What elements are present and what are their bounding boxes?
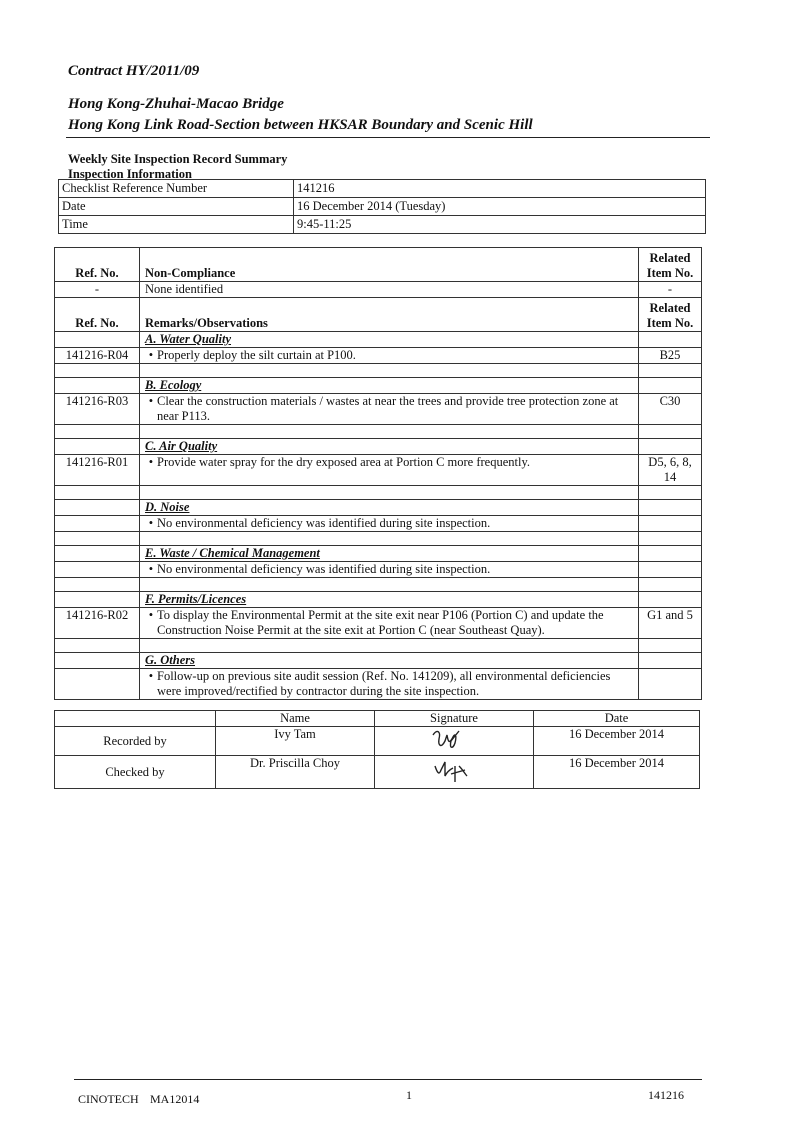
remark-related: B25 [639, 348, 702, 364]
remark-text: To display the Environmental Permit at the site exit near P106 (Portion C) and update the Construction Noise Permit at the site exit at Portion C (near Southeast Quay). [157, 608, 604, 637]
remark-related: C30 [639, 394, 702, 425]
spacer-row [55, 532, 702, 546]
section-title-row [55, 653, 702, 669]
noncompliance-row [55, 282, 702, 298]
section-title: G. Others [140, 653, 639, 669]
remark-ref [55, 562, 140, 578]
remark-text: No environmental deficiency was identified during site inspection. [157, 516, 491, 530]
signature-scribble-icon [419, 727, 489, 751]
signoff-name: Ivy Tam [216, 727, 375, 756]
bullet-icon: • [148, 669, 154, 683]
summary-title: Weekly Site Inspection Record Summary [68, 152, 288, 166]
info-value: 9:45-11:25 [294, 216, 706, 234]
remarks-table [54, 247, 702, 700]
signoff-header-row [55, 711, 700, 727]
section-title: E. Waste / Chemical Management [140, 546, 639, 562]
section-title: D. Noise [140, 500, 639, 516]
remark-ref [55, 516, 140, 532]
info-row [59, 198, 706, 216]
remark-text: Follow-up on previous site audit session (Ref. No. 141209), all environmental deficiencies were improved/rectified by contractor during the site inspection. [157, 669, 611, 698]
remark-text: Properly deploy the silt curtain at P100. [157, 348, 356, 362]
info-row [59, 216, 706, 234]
section-title: Hong Kong Link Road-Section between HKSAR Boundary and Scenic Hill [68, 117, 533, 133]
section-title: B. Ecology [140, 378, 639, 394]
project-title: Hong Kong-Zhuhai-Macao Bridge [68, 96, 284, 112]
bullet-icon: • [148, 562, 154, 576]
footer-company: CINOTECH [78, 1092, 139, 1106]
spacer-row [55, 364, 702, 378]
inspection-info-table [58, 179, 706, 234]
remark-row [55, 394, 702, 425]
signoff-table [54, 710, 700, 789]
section-title-row [55, 546, 702, 562]
bullet-icon: • [148, 516, 154, 530]
info-value: 16 December 2014 (Tuesday) [294, 198, 706, 216]
info-row [59, 180, 706, 198]
info-label: Time [59, 216, 294, 234]
nc-text: None identified [140, 282, 639, 298]
signature-image [375, 756, 534, 789]
remark-text: No environmental deficiency was identified during site inspection. [157, 562, 491, 576]
section-title-row [55, 332, 702, 348]
spacer-row [55, 578, 702, 592]
ref-header: Ref. No. [55, 248, 140, 282]
info-label: Date [59, 198, 294, 216]
section-title-row [55, 592, 702, 608]
date-header: Date [534, 711, 700, 727]
remark-row [55, 562, 702, 578]
spacer-row [55, 486, 702, 500]
section-title-row [55, 378, 702, 394]
signoff-date: 16 December 2014 [534, 756, 700, 789]
signoff-role: Recorded by [55, 727, 216, 756]
section-title: C. Air Quality [140, 439, 639, 455]
nc-related: - [639, 282, 702, 298]
related-header-line2: Item No. [646, 316, 694, 330]
remark-row [55, 348, 702, 364]
footer-doc-code: MA12014 [150, 1092, 200, 1106]
related-header-line1: Related [649, 301, 691, 315]
remark-text: Provide water spray for the dry exposed area at Portion C more frequently. [157, 455, 531, 469]
remark-related [639, 516, 702, 532]
signature-header: Signature [375, 711, 534, 727]
related-header-line1: Related [649, 251, 691, 265]
signoff-date: 16 December 2014 [534, 727, 700, 756]
remark-related: G1 and 5 [639, 608, 702, 639]
remarks-header-row [55, 298, 702, 332]
page-number: 1 [406, 1088, 412, 1102]
footer-ref: 141216 [648, 1088, 684, 1102]
bullet-icon: • [148, 348, 154, 362]
related-header-line2: Item No. [646, 266, 694, 280]
remark-ref: 141216-R03 [55, 394, 140, 425]
signature-image [375, 727, 534, 756]
related-header [639, 298, 702, 332]
spacer-row [55, 639, 702, 653]
remark-related [639, 562, 702, 578]
signoff-name: Dr. Priscilla Choy [216, 756, 375, 789]
spacer-row [55, 425, 702, 439]
remark-text: Clear the construction materials / wastes at near the trees and provide tree protection zone at near P113. [157, 394, 619, 423]
related-header [639, 248, 702, 282]
noncompliance-header: Non-Compliance [140, 248, 639, 282]
ref-header: Ref. No. [55, 298, 140, 332]
info-title: Inspection Information [68, 167, 192, 181]
name-header: Name [216, 711, 375, 727]
signature-scribble-icon [419, 756, 489, 784]
remark-ref: 141216-R02 [55, 608, 140, 639]
remark-ref [55, 669, 140, 700]
info-label: Checklist Reference Number [59, 180, 294, 198]
signoff-row [55, 727, 700, 756]
remark-row [55, 669, 702, 700]
remark-related: D5, 6, 8, 14 [639, 455, 702, 486]
remarks-header: Remarks/Observations [140, 298, 639, 332]
bullet-icon: • [148, 455, 154, 469]
nc-ref: - [55, 282, 140, 298]
section-title: F. Permits/Licences [140, 592, 639, 608]
contract-number: Contract HY/2011/09 [68, 63, 200, 79]
signoff-role: Checked by [55, 756, 216, 789]
noncompliance-header-row [55, 248, 702, 282]
remark-related [639, 669, 702, 700]
footer-rule [74, 1079, 702, 1080]
bullet-icon: • [148, 608, 154, 622]
section-title-row [55, 439, 702, 455]
section-title-row [55, 500, 702, 516]
bullet-icon: • [148, 394, 154, 408]
remark-row [55, 516, 702, 532]
header-rule [66, 137, 710, 138]
info-value: 141216 [294, 180, 706, 198]
remark-ref: 141216-R01 [55, 455, 140, 486]
signoff-row [55, 756, 700, 789]
remark-ref: 141216-R04 [55, 348, 140, 364]
remark-row [55, 455, 702, 486]
section-title: A. Water Quality [140, 332, 639, 348]
remark-row [55, 608, 702, 639]
